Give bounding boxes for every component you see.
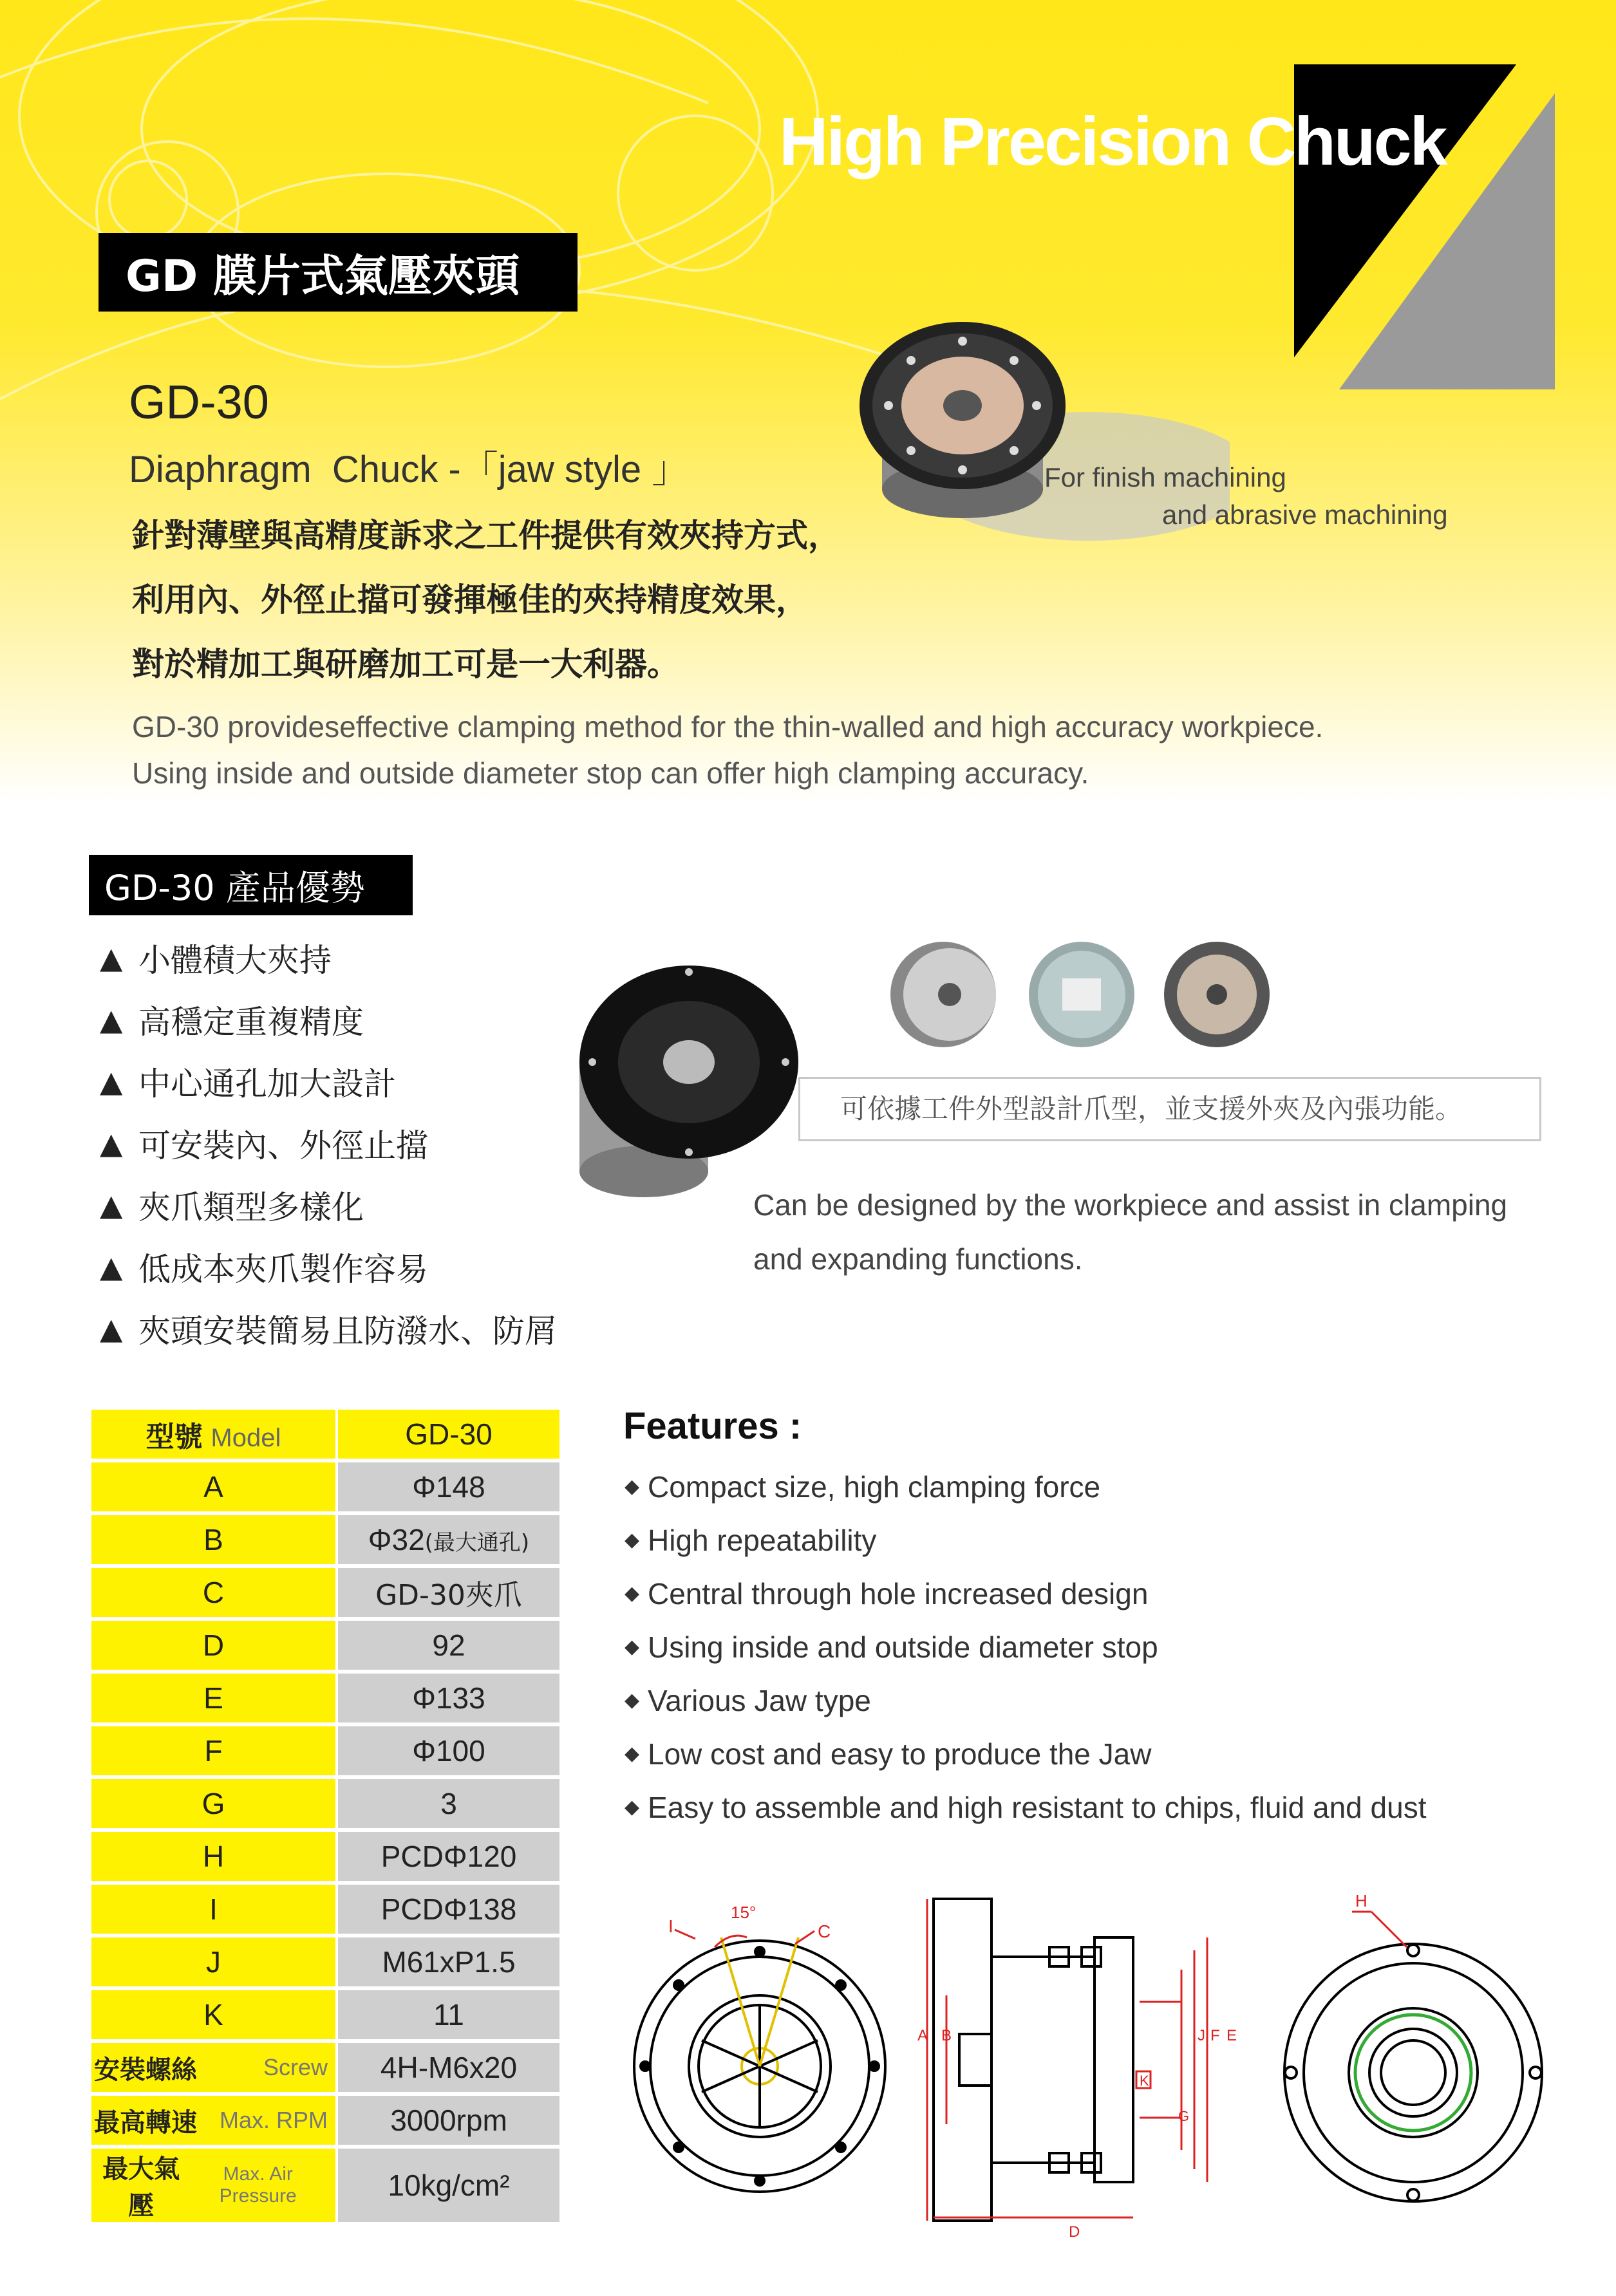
advantages-title-box (89, 855, 413, 915)
feature-item: ◆ High repeatability (625, 1523, 877, 1557)
advantages-title: GD-30 產品優勢 (104, 867, 365, 908)
table-row: J M61xP1.5 (91, 1937, 559, 1986)
dim-label-e: E (1226, 2027, 1237, 2044)
diamond-bullet-icon: ◆ (625, 1583, 640, 1604)
table-row: H PCDΦ120 (91, 1832, 559, 1881)
spec-table (89, 1406, 562, 2226)
desc-en-line: GD-30 provideseffective clamping method for the thin-walled and high accuracy workpiece. (132, 710, 1324, 743)
jaw-note-en-line: and expanding functions. (753, 1242, 1083, 1276)
model-header-cell: 型號 Model (91, 1410, 335, 1459)
jaw-note-cn: 可依據工件外型設計爪型，並支援外夾及內張功能。 (840, 1093, 1463, 1125)
table-row: C GD-30夾爪 (91, 1568, 559, 1617)
product-subtitle: Diaphragm Chuck -「jaw style 」 (129, 449, 690, 490)
table-row: 最高轉速 Max. RPM 3000rpm (91, 2096, 559, 2145)
triangle-bullet-icon: ▲ (100, 1126, 123, 1161)
table-row: K 11 (91, 1990, 559, 2039)
desc-cn-line: 對於精加工與研磨加工可是一大利器。 (132, 646, 679, 683)
dim-label-h: H (1355, 1892, 1367, 1910)
diamond-bullet-icon: ◆ (625, 1476, 640, 1497)
side-section-drawing (934, 1899, 1133, 2221)
features-list (625, 1460, 1426, 1834)
dim-label-c: C (818, 1921, 831, 1941)
dim-label-a: A (917, 2027, 928, 2044)
advantage-item: ▲ 低成本夾爪製作容易 (100, 1249, 428, 1288)
triangle-bullet-icon: ▲ (100, 1249, 123, 1284)
triangle-bullet-icon: ▲ (100, 1002, 123, 1037)
dim-label-g: G (1178, 2108, 1190, 2124)
dim-label-b: B (941, 2027, 952, 2044)
dim-label-d: D (1069, 2223, 1080, 2240)
jaw-note-en-line: Can be designed by the workpiece and assist in clamping (753, 1188, 1508, 1222)
advantage-item: ▲ 夾爪類型多樣化 (100, 1188, 364, 1226)
section-label: GD 膜片式氣壓夾頭 (126, 250, 520, 302)
advantage-item: ▲ 夾頭安裝簡易且防潑水、防屑 (100, 1311, 557, 1350)
product-description-cn (132, 503, 840, 696)
advantages-list (100, 927, 557, 1359)
triangle-bullet-icon: ▲ (100, 1064, 123, 1099)
diamond-bullet-icon: ◆ (625, 1743, 640, 1764)
feature-item: ◆ Easy to assemble and high resistant to chips, fluid and dust (625, 1790, 1427, 1824)
feature-item: ◆ Low cost and easy to produce the Jaw (625, 1737, 1152, 1771)
advantage-item: ▲ 中心通孔加大設計 (100, 1064, 396, 1103)
table-row: F Φ100 (91, 1726, 559, 1775)
table-row: B Φ32(最大通孔) (91, 1515, 559, 1564)
product-description-en (132, 704, 1323, 796)
table-header-row (91, 1410, 559, 1459)
page-headline: High Precision Chuck (779, 104, 1446, 180)
advantage-item: ▲ 高穩定重複精度 (100, 1002, 364, 1041)
back-view-drawing (1284, 1912, 1542, 2201)
jaw-note-en (753, 1178, 1507, 1286)
advantage-item: ▲ 小體積大夾持 (100, 940, 332, 979)
diamond-bullet-icon: ◆ (625, 1797, 640, 1818)
tagline-line-1: For finish machining (1044, 462, 1286, 492)
table-row: 最大氣壓 Max. Air Pressure 10kg/cm² (91, 2149, 559, 2222)
desc-en-line: Using inside and outside diameter stop can offer high clamping accuracy. (132, 756, 1089, 790)
dim-label-k: K (1140, 2073, 1149, 2089)
tagline-line-2: and abrasive machining (1162, 499, 1448, 530)
dim-label-i: I (668, 1916, 673, 1936)
feature-item: ◆ Central through hole increased design (625, 1576, 1149, 1610)
triangle-bullet-icon: ▲ (100, 1311, 123, 1346)
feature-item: ◆ Using inside and outside diameter stop (625, 1630, 1158, 1664)
table-row: A Φ148 (91, 1462, 559, 1511)
jaw-note-box (798, 1077, 1541, 1141)
dim-angle: 15° (731, 1903, 756, 1922)
table-row: D 92 (91, 1621, 559, 1670)
jaw-type-photos (888, 933, 1288, 1056)
product-model: GD-30 (129, 375, 269, 429)
features-title: Features : (623, 1405, 802, 1447)
table-row: G 3 (91, 1779, 559, 1828)
feature-item: ◆ Various Jaw type (625, 1683, 871, 1717)
feature-item: ◆ Compact size, high clamping force (625, 1470, 1101, 1504)
model-value-cell: GD-30 (338, 1410, 559, 1459)
triangle-bullet-icon: ▲ (100, 1188, 123, 1222)
front-view-drawing (634, 1930, 885, 2192)
product-photo-mid (560, 953, 831, 1210)
table-row: E Φ133 (91, 1674, 559, 1722)
section-label-box (99, 233, 578, 312)
advantage-item: ▲ 可安裝內、外徑止擋 (100, 1126, 428, 1164)
dim-label-f: F (1210, 2027, 1220, 2044)
desc-cn-line: 針對薄壁與高精度訴求之工件提供有效夾持方式， (132, 517, 840, 554)
table-row: 安裝螺絲 Screw 4H-M6x20 (91, 2043, 559, 2092)
desc-cn-line: 利用內、外徑止擋可發揮極佳的夾持精度效果， (132, 581, 808, 619)
table-row: I PCDΦ138 (91, 1885, 559, 1934)
technical-drawings (599, 1892, 1552, 2240)
diamond-bullet-icon: ◆ (625, 1529, 640, 1551)
triangle-bullet-icon: ▲ (100, 940, 123, 975)
dim-label-j: J (1198, 2027, 1205, 2044)
diamond-bullet-icon: ◆ (625, 1690, 640, 1711)
diamond-bullet-icon: ◆ (625, 1636, 640, 1657)
